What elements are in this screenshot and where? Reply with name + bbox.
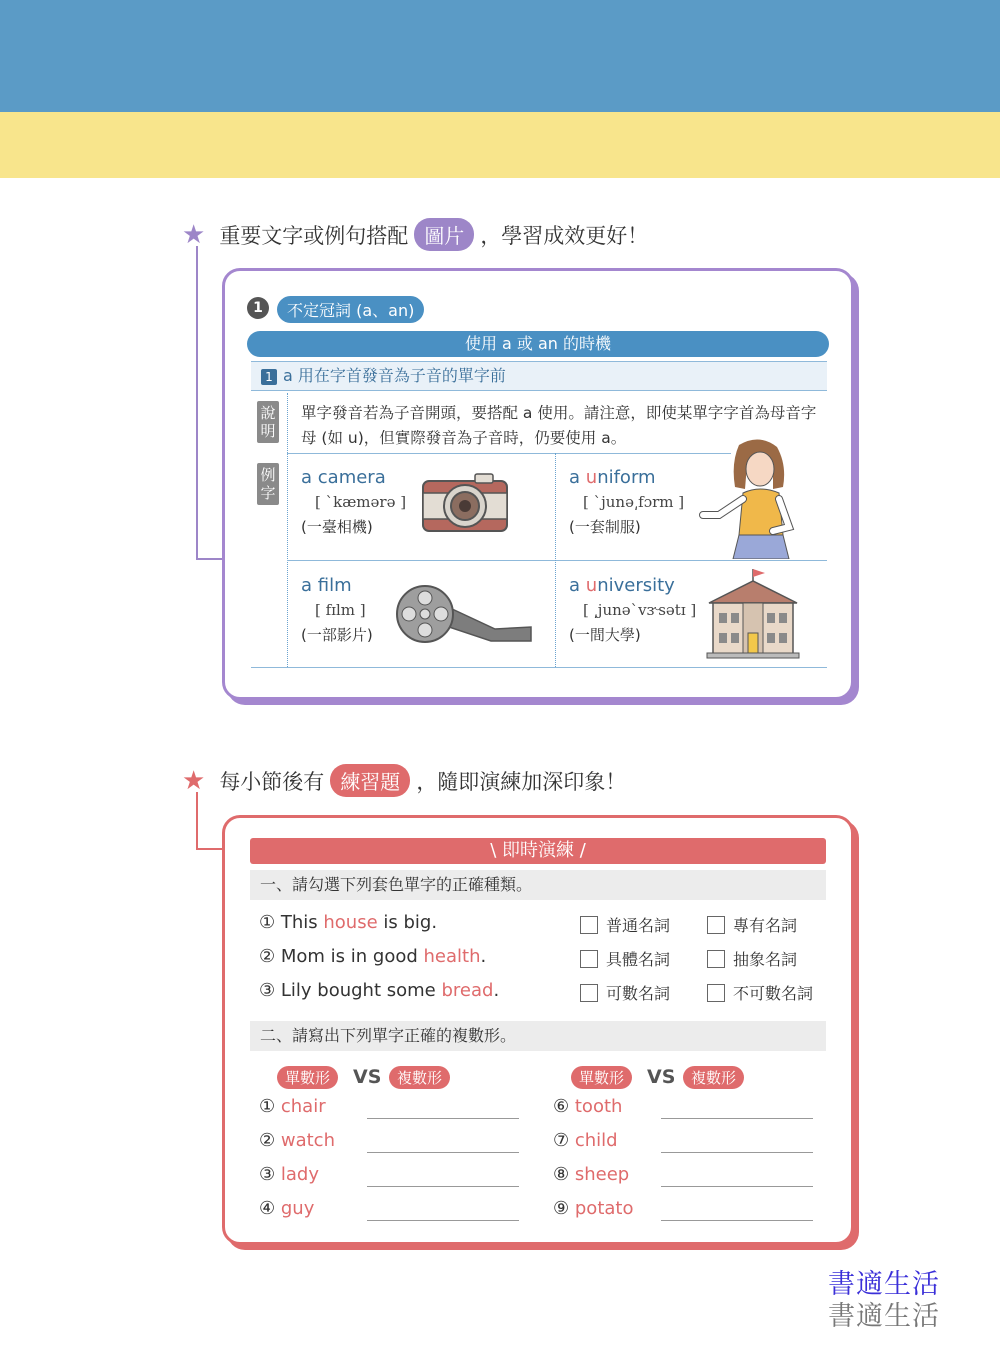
singular-word: child <box>574 1130 618 1151</box>
checkbox-icon[interactable] <box>580 916 598 934</box>
answer-blank[interactable] <box>367 1186 519 1187</box>
plural-item <box>259 1130 335 1151</box>
intro-pill-picture: 圖片 <box>414 218 474 251</box>
watermark-line: 書適生活 <box>828 1301 940 1332</box>
usage-bar: 使用 a 或 an 的時機 <box>247 331 829 357</box>
word-text: niversity <box>597 575 675 596</box>
watermark-line: 書適生活 <box>828 1269 940 1300</box>
section-number: 1 <box>247 297 269 319</box>
singular-word: sheep <box>574 1164 630 1185</box>
example-ipa: [ fɪlm ] <box>315 601 366 619</box>
cell-divider <box>555 453 556 667</box>
section-title: 不定冠詞 (a、an) <box>277 296 424 323</box>
answer-blank[interactable] <box>367 1152 519 1153</box>
highlight-word: health <box>423 946 481 967</box>
example-word <box>569 465 684 490</box>
item-text: . <box>480 946 487 967</box>
explain-text: 單字發音若為子音開頭，要搭配 a 使用。請注意，即使某單字字首為母音字母 (如 u)，但實際發音為子音時，仍要使用 a。 <box>301 404 817 447</box>
article: a <box>301 467 318 488</box>
intro-text-before: 每小節後有 <box>219 769 325 794</box>
teacher-icon <box>699 435 807 559</box>
explain-tag <box>257 401 279 443</box>
example-ipa: [ ˋkæmərə ] <box>315 493 407 511</box>
example-tag <box>257 463 279 505</box>
example-word <box>569 573 696 598</box>
intro-pill-practice: 練習題 <box>330 764 410 797</box>
question-item <box>259 980 499 1001</box>
film-reel-icon <box>395 581 537 647</box>
option-label: 普通名詞 <box>606 916 671 935</box>
checkbox-option[interactable] <box>580 947 670 970</box>
word-text: camera <box>317 467 386 488</box>
highlight-letter: u <box>585 575 598 596</box>
word-text: niform <box>597 467 656 488</box>
option-label: 可數名詞 <box>606 984 671 1003</box>
example-tag-char: 例 <box>260 466 276 484</box>
singular-label: 單數形 <box>277 1066 338 1089</box>
singular-word: guy <box>280 1198 315 1219</box>
option-label: 抽象名詞 <box>733 950 798 969</box>
plural-item <box>259 1164 319 1185</box>
practice-bar: \ 即時演練 / <box>250 838 826 864</box>
example-translation: (一部影片) <box>301 626 373 644</box>
checkbox-icon[interactable] <box>707 916 725 934</box>
item-number: ② <box>259 946 276 967</box>
item-number: ② <box>259 1130 276 1151</box>
camera-icon <box>421 471 509 535</box>
checkbox-icon[interactable] <box>707 950 725 968</box>
checkbox-option[interactable] <box>580 913 670 936</box>
singular-word: tooth <box>574 1096 623 1117</box>
checkbox-icon[interactable] <box>580 950 598 968</box>
checkbox-option[interactable] <box>707 981 813 1004</box>
intro-text-after: ，隨即演練加深印象！ <box>416 769 627 794</box>
answer-blank[interactable] <box>661 1186 813 1187</box>
plural-item <box>553 1130 618 1151</box>
item-number: ⑨ <box>553 1198 570 1219</box>
checkbox-option[interactable] <box>707 913 797 936</box>
checkbox-icon[interactable] <box>707 984 725 1002</box>
explain-tag-char: 明 <box>260 422 276 440</box>
vs-label: VS <box>647 1066 676 1088</box>
highlight-word: house <box>323 912 378 933</box>
row-divider <box>287 453 731 454</box>
example-university <box>569 573 696 648</box>
answer-blank[interactable] <box>661 1220 813 1221</box>
row-divider <box>287 560 827 561</box>
highlight-letter: u <box>585 467 598 488</box>
explain-tag-char: 說 <box>260 404 276 422</box>
item-number: ④ <box>259 1198 276 1219</box>
item-text: is big. <box>377 912 438 933</box>
singular-word: watch <box>280 1130 335 1151</box>
plural-label: 複數形 <box>683 1066 744 1089</box>
option-label: 不可數名詞 <box>733 984 814 1003</box>
plural-item <box>553 1198 633 1219</box>
word-text: film <box>317 575 352 596</box>
answer-blank[interactable] <box>661 1118 813 1119</box>
item-text: Lily bought some <box>280 980 442 1001</box>
intro-text-before: 重要文字或例句搭配 <box>219 223 409 248</box>
column-divider <box>287 393 288 667</box>
example-film <box>301 573 373 648</box>
singular-word: chair <box>280 1096 326 1117</box>
plural-item <box>553 1096 622 1117</box>
answer-blank[interactable] <box>661 1152 813 1153</box>
practice-card <box>222 815 854 1245</box>
example-translation: (一間大學) <box>569 626 641 644</box>
option-label: 專有名詞 <box>733 916 798 935</box>
example-word <box>301 465 406 490</box>
checkbox-option[interactable] <box>707 947 797 970</box>
item-number: ① <box>259 1096 276 1117</box>
vs-label: VS <box>353 1066 382 1088</box>
item-number: ⑧ <box>553 1164 570 1185</box>
example-uniform <box>569 465 684 540</box>
plural-item <box>259 1198 314 1219</box>
highlight-word: bread <box>441 980 494 1001</box>
question-item <box>259 946 486 967</box>
rule-text: a 用在字首發音為子音的單字前 <box>283 366 506 385</box>
checkbox-icon[interactable] <box>580 984 598 1002</box>
item-number: ③ <box>259 1164 276 1185</box>
rule-number: 1 <box>261 369 277 385</box>
plural-item <box>553 1164 629 1185</box>
rule-row <box>251 361 827 391</box>
plural-label: 複數形 <box>389 1066 450 1089</box>
item-number: ① <box>259 912 276 933</box>
question1-heading: 一、請勾選下列套色單字的正確種類。 <box>250 870 826 900</box>
example-card <box>222 268 854 700</box>
star-icon: ★ <box>182 765 206 796</box>
question-item <box>259 912 437 933</box>
answer-blank[interactable] <box>367 1220 519 1221</box>
article: a <box>301 575 318 596</box>
intro-practice-line <box>182 764 626 797</box>
header-blue-band <box>0 0 1000 112</box>
singular-word: potato <box>574 1198 634 1219</box>
example-ipa: [ ˋjunə͵fɔrm ] <box>583 493 685 511</box>
example-word <box>301 573 373 598</box>
item-number: ⑥ <box>553 1096 570 1117</box>
example-camera <box>301 465 406 540</box>
option-label: 具體名詞 <box>606 950 671 969</box>
answer-blank[interactable] <box>367 1118 519 1119</box>
intro-text-after: ，學習成效更好！ <box>480 223 649 248</box>
singular-label: 單數形 <box>571 1066 632 1089</box>
article: a <box>569 575 586 596</box>
singular-word: lady <box>280 1164 319 1185</box>
example-tag-char: 字 <box>260 484 276 502</box>
item-number: ⑦ <box>553 1130 570 1151</box>
row-divider <box>251 667 827 668</box>
star-icon: ★ <box>182 219 206 250</box>
example-translation: (一臺相機) <box>301 518 373 536</box>
example-translation: (一套制服) <box>569 518 641 536</box>
plural-item <box>259 1096 326 1117</box>
item-text: This <box>280 912 324 933</box>
item-number: ③ <box>259 980 276 1001</box>
header-yellow-band <box>0 112 1000 178</box>
university-icon <box>703 567 803 659</box>
item-text: Mom is in good <box>280 946 424 967</box>
article: a <box>569 467 586 488</box>
checkbox-option[interactable] <box>580 981 670 1004</box>
question2-heading: 二、請寫出下列單字正確的複數形。 <box>250 1021 826 1051</box>
item-text: . <box>493 980 500 1001</box>
example-ipa: [ ͵junəˋvɝsətɪ ] <box>583 601 697 619</box>
